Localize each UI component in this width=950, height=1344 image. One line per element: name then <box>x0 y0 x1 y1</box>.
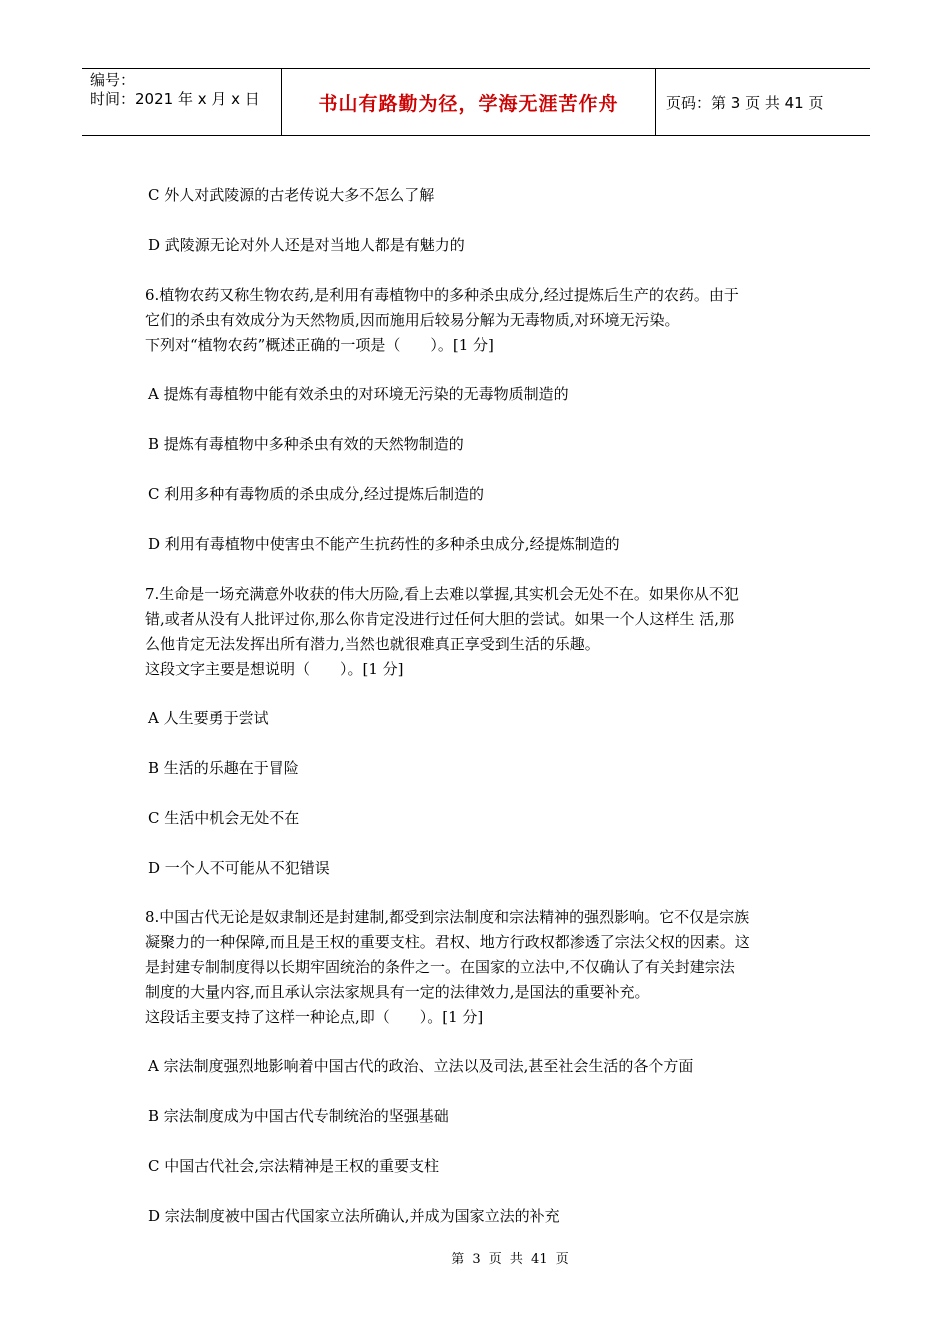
q7-stem-line-2: 错,或者从没有人批评过你,那么你肯定没进行过任何大胆的尝试。如果一个人这样生 活,那 <box>145 610 735 628</box>
header-page-info: 页码：第 3 页 共 41 页 <box>666 93 824 112</box>
q8-stem-line-3: 是封建专制制度得以长期牢固统治的条件之一。在国家的立法中,不仅确认了有关封建宗法 <box>145 958 735 976</box>
q6-option-a: A 提炼有毒植物中能有效杀虫的对环境无污染的无毒物质制造的 <box>148 385 569 403</box>
q7-option-a: A 人生要勇于尝试 <box>148 709 269 727</box>
q7-stem-line-3: 么他肯定无法发挥出所有潜力,当然也就很难真正享受到生活的乐趣。 <box>145 635 600 653</box>
q6-question: 下列对“植物农药”概述正确的一项是（ ）。[1 分] <box>145 336 494 354</box>
q8-question: 这段话主要支持了这样一种论点,即（ ）。[1 分] <box>145 1008 484 1026</box>
header-meta <box>82 69 282 135</box>
code-label: 编号： <box>90 71 136 89</box>
q7-stem-line-1: 7.生命是一场充满意外收获的伟大历险,看上去难以掌握,其实机会无处不在。如果你从不犯 <box>145 585 739 603</box>
q6-option-c: C 利用多种有毒物质的杀虫成分,经过提炼后制造的 <box>148 485 485 503</box>
q8-option-a: A 宗法制度强烈地影响着中国古代的政治、立法以及司法,甚至社会生活的各个方面 <box>148 1057 694 1075</box>
q7-option-d: D 一个人不可能从不犯错误 <box>148 859 330 877</box>
q8-stem-line-2: 凝聚力的一种保障,而且是王权的重要支柱。君权、地方行政权都渗透了宗法父权的因素。这 <box>145 933 750 951</box>
q5-option-d: D 武陵源无论对外人还是对当地人都是有魅力的 <box>148 236 465 254</box>
q5-option-c: C 外人对武陵源的古老传说大多不怎么了解 <box>148 186 435 204</box>
q8-stem-line-4: 制度的大量内容,而且承认宗法家规具有一定的法律效力,是国法的重要补充。 <box>145 983 650 1001</box>
q6-stem-line-1: 6.植物农药又称生物农药,是利用有毒植物中的多种杀虫成分,经过提炼后生产的农药。由于 <box>145 286 739 304</box>
q7-option-b: B 生活的乐趣在于冒险 <box>148 759 299 777</box>
q7-option-c: C 生活中机会无处不在 <box>148 809 300 827</box>
q8-option-c: C 中国古代社会,宗法精神是王权的重要支柱 <box>148 1157 440 1175</box>
q7-question: 这段文字主要是想说明（ ）。[1 分] <box>145 660 404 678</box>
header-motto: 书山有路勤为径，学海无涯苦作舟 <box>282 69 656 135</box>
q6-stem-line-2: 它们的杀虫有效成分为天然物质,因而施用后较易分解为无毒物质,对环境无污染。 <box>145 311 680 329</box>
date-label: 时间：2021 年 x 月 x 日 <box>90 90 260 108</box>
q8-option-d: D 宗法制度被中国古代国家立法所确认,并成为国家立法的补充 <box>148 1207 560 1225</box>
q6-option-b: B 提炼有毒植物中多种杀虫有效的天然物制造的 <box>148 435 464 453</box>
q8-option-b: B 宗法制度成为中国古代专制统治的坚强基础 <box>148 1107 449 1125</box>
q6-option-d: D 利用有毒植物中使害虫不能产生抗药性的多种杀虫成分,经提炼制造的 <box>148 535 620 553</box>
q8-stem-line-1: 8.中国古代无论是奴隶制还是封建制,都受到宗法制度和宗法精神的强烈影响。它不仅是宗族 <box>145 908 750 926</box>
page-header <box>82 68 870 136</box>
page-footer: 第 3 页 共 41 页 <box>451 1252 569 1267</box>
